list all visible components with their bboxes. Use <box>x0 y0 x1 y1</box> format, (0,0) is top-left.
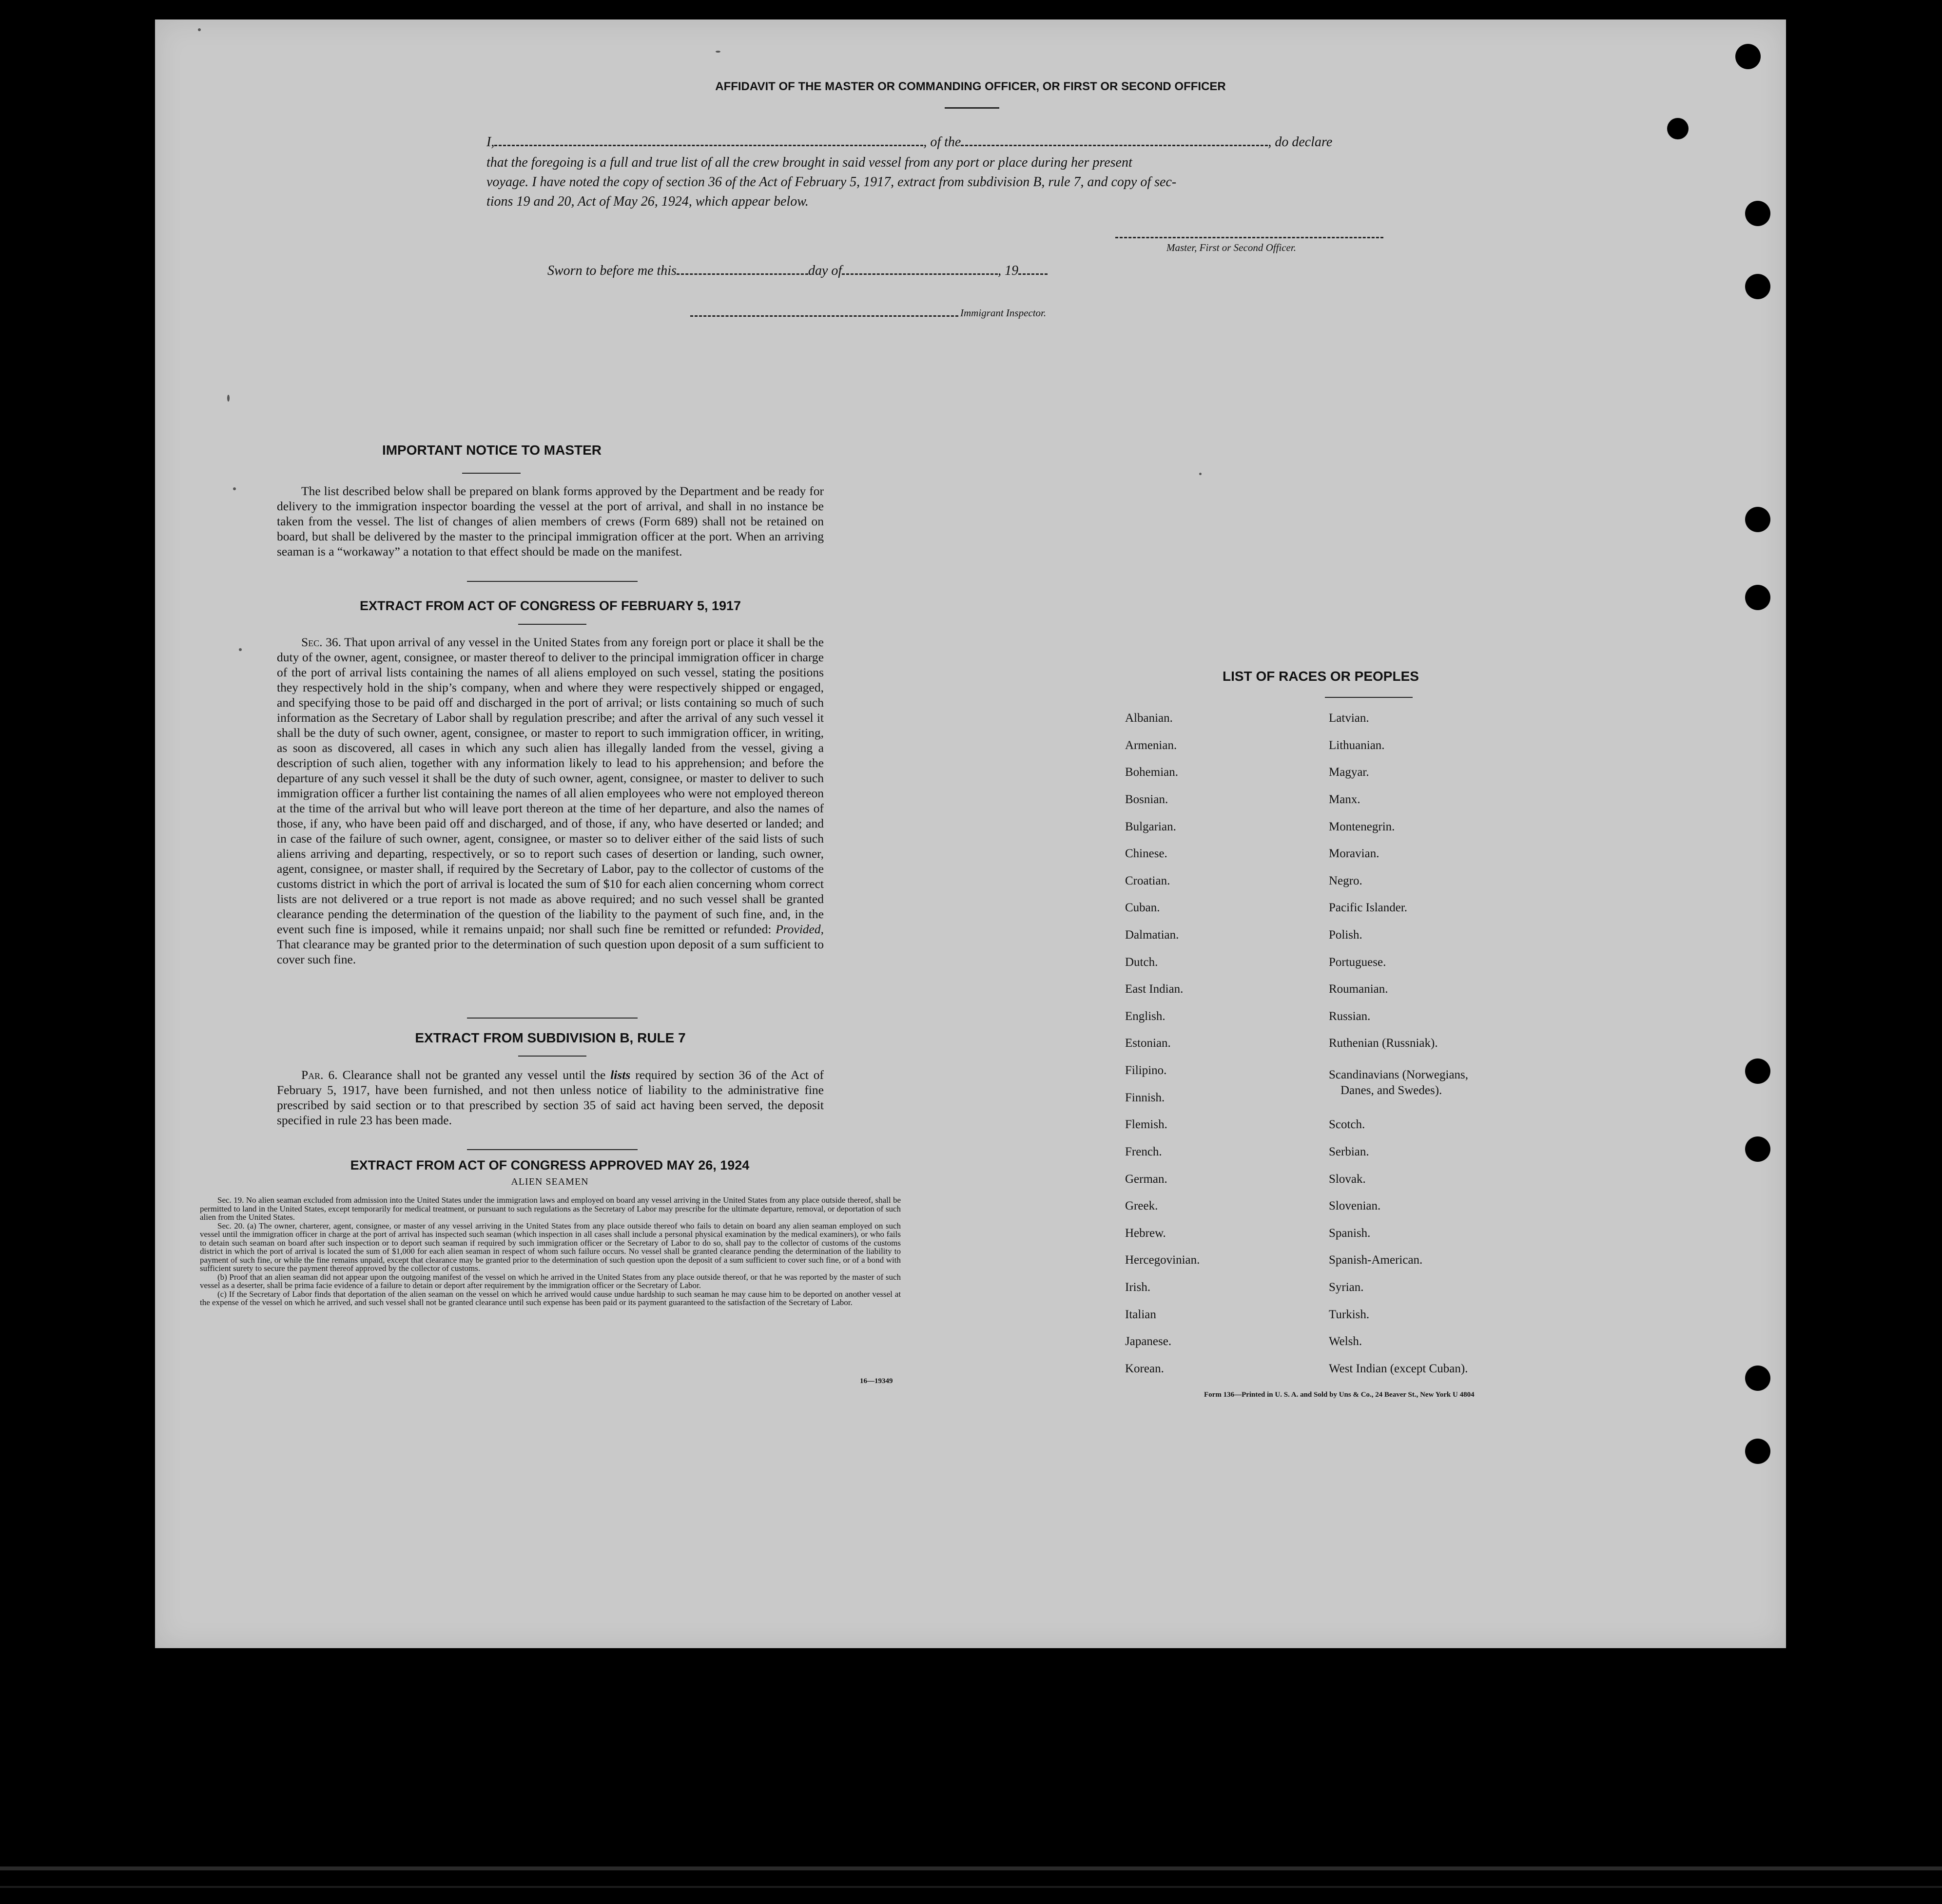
document-page <box>155 19 1786 1648</box>
lists-word: lists <box>610 1068 631 1082</box>
race-left: Filipino. <box>1125 1064 1167 1077</box>
race-right: Welsh. <box>1329 1335 1362 1348</box>
scanner-edge <box>0 1866 1942 1870</box>
race-right: Latvian. <box>1329 712 1369 725</box>
race-left: Greek. <box>1125 1199 1158 1212</box>
affidavit-declare: , do declare <box>1268 135 1333 150</box>
par6-text-end: required by section 36 of the Act of February 5, 1917, have been furnished, and not then unless notice of liability to the administrative fine prescribed by said section or to that prescribed by section 35 of said act having been served, the deposit specified in rule 23 has been made. <box>277 1068 824 1127</box>
race-left: Chinese. <box>1125 847 1167 860</box>
sworn-year: , 19 <box>998 263 1019 278</box>
extract-1924-title: EXTRACT FROM ACT OF CONGRESS APPROVED MAY 26, 1924 <box>350 1158 750 1173</box>
race-right: Scandinavians (Norwegians, <box>1329 1068 1469 1081</box>
race-left: Korean. <box>1125 1362 1164 1375</box>
punch-hole <box>1745 201 1770 226</box>
race-right: Pacific Islander. <box>1329 901 1408 914</box>
title-rule <box>945 107 999 109</box>
race-right: Moravian. <box>1329 847 1379 860</box>
race-right: Russian. <box>1329 1010 1371 1023</box>
race-right: Slovak. <box>1329 1173 1366 1186</box>
punch-hole <box>1745 1365 1770 1391</box>
race-right: Magyar. <box>1329 766 1369 779</box>
affidavit-title: AFFIDAVIT OF THE MASTER OR COMMANDING OFFICER, OR FIRST OR SECOND OFFICER <box>715 80 1226 93</box>
race-left: Albanian. <box>1125 712 1173 725</box>
extract-1924-subtitle: ALIEN SEAMEN <box>511 1176 589 1187</box>
sworn-day-of: day of <box>808 263 842 278</box>
sworn-prefix: Sworn to before me this <box>547 263 677 278</box>
provided-word: Provided, <box>776 922 824 936</box>
race-right: Spanish. <box>1329 1227 1371 1240</box>
race-right: Manx. <box>1329 793 1360 806</box>
master-signature-line[interactable] <box>1115 237 1383 238</box>
race-left: French. <box>1125 1145 1162 1158</box>
sec20b-text: (b) Proof that an alien seaman did not appear upon the outgoing manifest of the vessel on which he arrived in the United States from any place outside thereof, or that he was reported by the master of such vessel as a deserter, shall be prima facie evidence of a failure to detain or deport after requirement by the immigration officer or the Secretary of Labor. <box>200 1272 901 1290</box>
race-left: Hebrew. <box>1125 1227 1166 1240</box>
race-left: Finnish. <box>1125 1091 1165 1104</box>
race-right: Scotch. <box>1329 1118 1365 1131</box>
race-right: Polish. <box>1329 928 1362 942</box>
affidavit-i: I, <box>486 135 495 150</box>
race-left: Bohemian. <box>1125 766 1179 779</box>
race-left: Estonian. <box>1125 1037 1171 1050</box>
affidavit-line-3: voyage. I have noted the copy of section 36 of the Act of February 5, 1917, extract from subdivision B, rule 7, and copy of sec- <box>486 174 1177 190</box>
punch-hole <box>1745 1136 1770 1162</box>
affidavit-line-4: tions 19 and 20, Act of May 26, 1924, which appear below. <box>486 194 809 209</box>
extract-1917-rule <box>518 624 586 625</box>
extract-1917-text <box>277 635 824 967</box>
race-right: Serbian. <box>1329 1145 1369 1158</box>
race-right: Spanish-American. <box>1329 1253 1423 1267</box>
sec36-text-end: That clearance may be granted prior to the determination of such question upon deposit of a sum sufficient to cover such fine. <box>277 937 824 966</box>
race-left: Armenian. <box>1125 739 1177 752</box>
print-code: 16—19349 <box>860 1377 893 1385</box>
race-right: Lithuanian. <box>1329 739 1385 752</box>
race-right: Slovenian. <box>1329 1199 1381 1212</box>
extract-1924-text <box>200 1196 901 1307</box>
inspector-signature-line[interactable] <box>690 315 958 317</box>
race-left: Japanese. <box>1125 1335 1172 1348</box>
race-right: Portuguese. <box>1329 956 1386 969</box>
race-left: Cuban. <box>1125 901 1160 914</box>
rule7-text <box>277 1067 824 1128</box>
punch-hole <box>1735 44 1761 69</box>
affidavit-of-the: , of the <box>923 135 961 150</box>
affidavit-line-1 <box>486 135 1418 150</box>
affidavit-line-2: that the foregoing is a full and true list of all the crew brought in said vessel from any port or place during her present <box>486 155 1132 170</box>
sworn-line <box>547 263 1048 279</box>
rule7-rule <box>518 1056 586 1057</box>
race-left: Bulgarian. <box>1125 820 1176 833</box>
scanner-edge <box>0 1886 1942 1888</box>
section-divider <box>467 1149 638 1150</box>
inspector-label: Immigrant Inspector. <box>960 307 1047 319</box>
race-left: Croatian. <box>1125 874 1170 887</box>
punch-hole <box>1745 585 1770 610</box>
sworn-year-blank[interactable] <box>1018 273 1048 275</box>
race-right: Danes, and Swedes). <box>1340 1084 1442 1097</box>
race-right: Turkish. <box>1329 1308 1370 1321</box>
race-left: Bosnian. <box>1125 793 1168 806</box>
race-right: West Indian (except Cuban). <box>1329 1362 1468 1375</box>
notice-text: The list described below shall be prepared on blank forms approved by the Department and be ready for delivery to the immigration inspector boarding the vessel at the port of arrival, and shall in no instance be taken from the vessel. The list of changes of alien members of crews (Form 689) shall not be retained on board, but shall be delivered by the master to the principal immigration officer at the port. When an arriving seaman is a “workaway” a notation to that effect should be made on the manifest. <box>277 484 824 558</box>
race-left: Dalmatian. <box>1125 928 1179 942</box>
sec36-text: That upon arrival of any vessel in the United States from any foreign port or place it shall be the duty of the owner, agent, consignee, or master thereof to deliver to the principal immigration officer in charge of the port of arrival lists containing the names of all aliens employed on such vessel, stating the positions they respectively hold in the ship’s company, when and where they were respectively shipped or engaged, and specifying those to be paid off and discharged in the port of arrival; or lists containing so much of such information as the Secretary of Labor shall by regulation prescribe; and after the arrival of any such vessel it shall be the duty of such owner, agent, consignee, or master to report to such immigration officer, in writing, as soon as discovered, all cases in which any such alien has illegally landed from the vessel, giving a description of such alien, together with any information likely to lead to his apprehension; and before the departure of any such vessel it shall be the duty of such owner, agent, consignee, or master to deliver to such immigration officer a further list containing the names of all alien employees who were not employed thereon at the time of the arrival but who will leave port thereon at the time of her departure, and also the names of those, if any, who have been paid off and discharged, and of those, if any, who have deserted or landed; and in case of the failure of such owner, agent, consignee, or master so to deliver either of the said lists of such aliens arriving and departing, respectively, or so to report such cases of desertion or landing, such owner, agent, consignee, or master shall, if required by the Secretary of Labor, pay to the collector of customs of the customs district in which the port of arrival is located the sum of $10 for each alien concerning whom correct lists are not delivered or a true report is not made as above required; and no such vessel shall be granted clearance pending the determination of the question of the liability to the payment of such fine, and, in the event such fine is imposed, while it remains unpaid; nor shall such fine be remitted or refunded: <box>277 635 824 936</box>
rule7-title: EXTRACT FROM SUBDIVISION B, RULE 7 <box>415 1030 686 1045</box>
sec20a-text: Sec. 20. (a) The owner, charterer, agent, consignee, or master of any vessel arriving in the United States from any place outside thereof who fails to detain on board any alien seaman employed on such vessel until the immigration officer in charge at the port of arrival has inspected such seaman (which inspection in all cases shall include a personal physical examination by the medical examiners), or who fails to detain such seaman on board after such inspection or to deport such seaman if required by such immigration officer or the Secretary of Labor to do so, shall pay to the collector of customs of the customs district in which the port of arrival is located the sum of $1,000 for each alien seaman in respect of whom such failure occurs. No vessel shall be granted clearance pending the determination of the liability to payment of such fine, or while the fine remains unpaid, except that clearance may be granted prior to the determination of such question upon the deposit of a sum sufficient to cover such fine, or of a bond with sufficient surety to secure the payment thereof approved by the collector of customs. <box>200 1221 901 1273</box>
vessel-blank[interactable] <box>961 145 1268 146</box>
races-rule <box>1325 697 1413 698</box>
race-left: German. <box>1125 1173 1167 1186</box>
name-blank[interactable] <box>494 145 923 146</box>
sec36-label: Sec. 36. <box>301 635 341 649</box>
notice-rule <box>462 473 521 474</box>
par6-text: Clearance shall not be granted any vessel until the <box>342 1068 606 1082</box>
sworn-day-blank[interactable] <box>677 273 808 275</box>
race-left: Dutch. <box>1125 956 1158 969</box>
punch-hole <box>1745 507 1770 532</box>
punch-hole <box>1745 274 1770 299</box>
race-right: Roumanian. <box>1329 982 1388 996</box>
race-left: English. <box>1125 1010 1165 1023</box>
par6-label: Par. 6. <box>301 1068 338 1082</box>
race-right: Negro. <box>1329 874 1362 887</box>
sec20c-text: (c) If the Secretary of Labor finds that deportation of the alien seaman on the vessel on which he arrived would cause undue hardship to such seaman he may cause him to be deported on another vessel at the expense of the vessel on which he arrived, and such vessel shall not be granted clearance until such expense has been paid or its payment guaranteed to the satisfaction of the Secretary of Labor. <box>200 1289 901 1307</box>
race-left: Flemish. <box>1125 1118 1167 1131</box>
race-left: Italian <box>1125 1308 1156 1321</box>
section-divider <box>467 1018 638 1019</box>
notice-title: IMPORTANT NOTICE TO MASTER <box>382 442 602 458</box>
master-signature-label: Master, First or Second Officer. <box>1166 242 1296 253</box>
punch-hole <box>1745 1058 1770 1084</box>
race-left: East Indian. <box>1125 982 1184 996</box>
punch-hole <box>1745 1439 1770 1464</box>
punch-hole <box>1667 118 1689 139</box>
races-title: LIST OF RACES OR PEOPLES <box>1223 669 1419 684</box>
form-footer: Form 136—Printed in U. S. A. and Sold by Uns & Co., 24 Beaver St., New York U 4804 <box>1204 1391 1475 1399</box>
extract-1917-title: EXTRACT FROM ACT OF CONGRESS OF FEBRUARY 5, 1917 <box>359 598 741 613</box>
section-divider <box>467 581 638 582</box>
race-right: Syrian. <box>1329 1281 1364 1294</box>
race-left: Irish. <box>1125 1281 1151 1294</box>
sec19-text: Sec. 19. No alien seaman excluded from admission into the United States under the immigration laws and employed on board any vessel arriving in the United States from any place outside thereof, shall be permitted to land in the United States, except temporarily for medical treatment, or pursuant to such regulations as the Secretary of Labor may prescribe for the ultimate departure, removal, or deportation of such alien from the United States. <box>200 1195 901 1222</box>
race-right: Ruthenian (Russniak). <box>1329 1037 1438 1050</box>
race-left: Hercegovinian. <box>1125 1253 1200 1267</box>
race-right: Montenegrin. <box>1329 820 1395 833</box>
sworn-month-blank[interactable] <box>842 273 998 275</box>
